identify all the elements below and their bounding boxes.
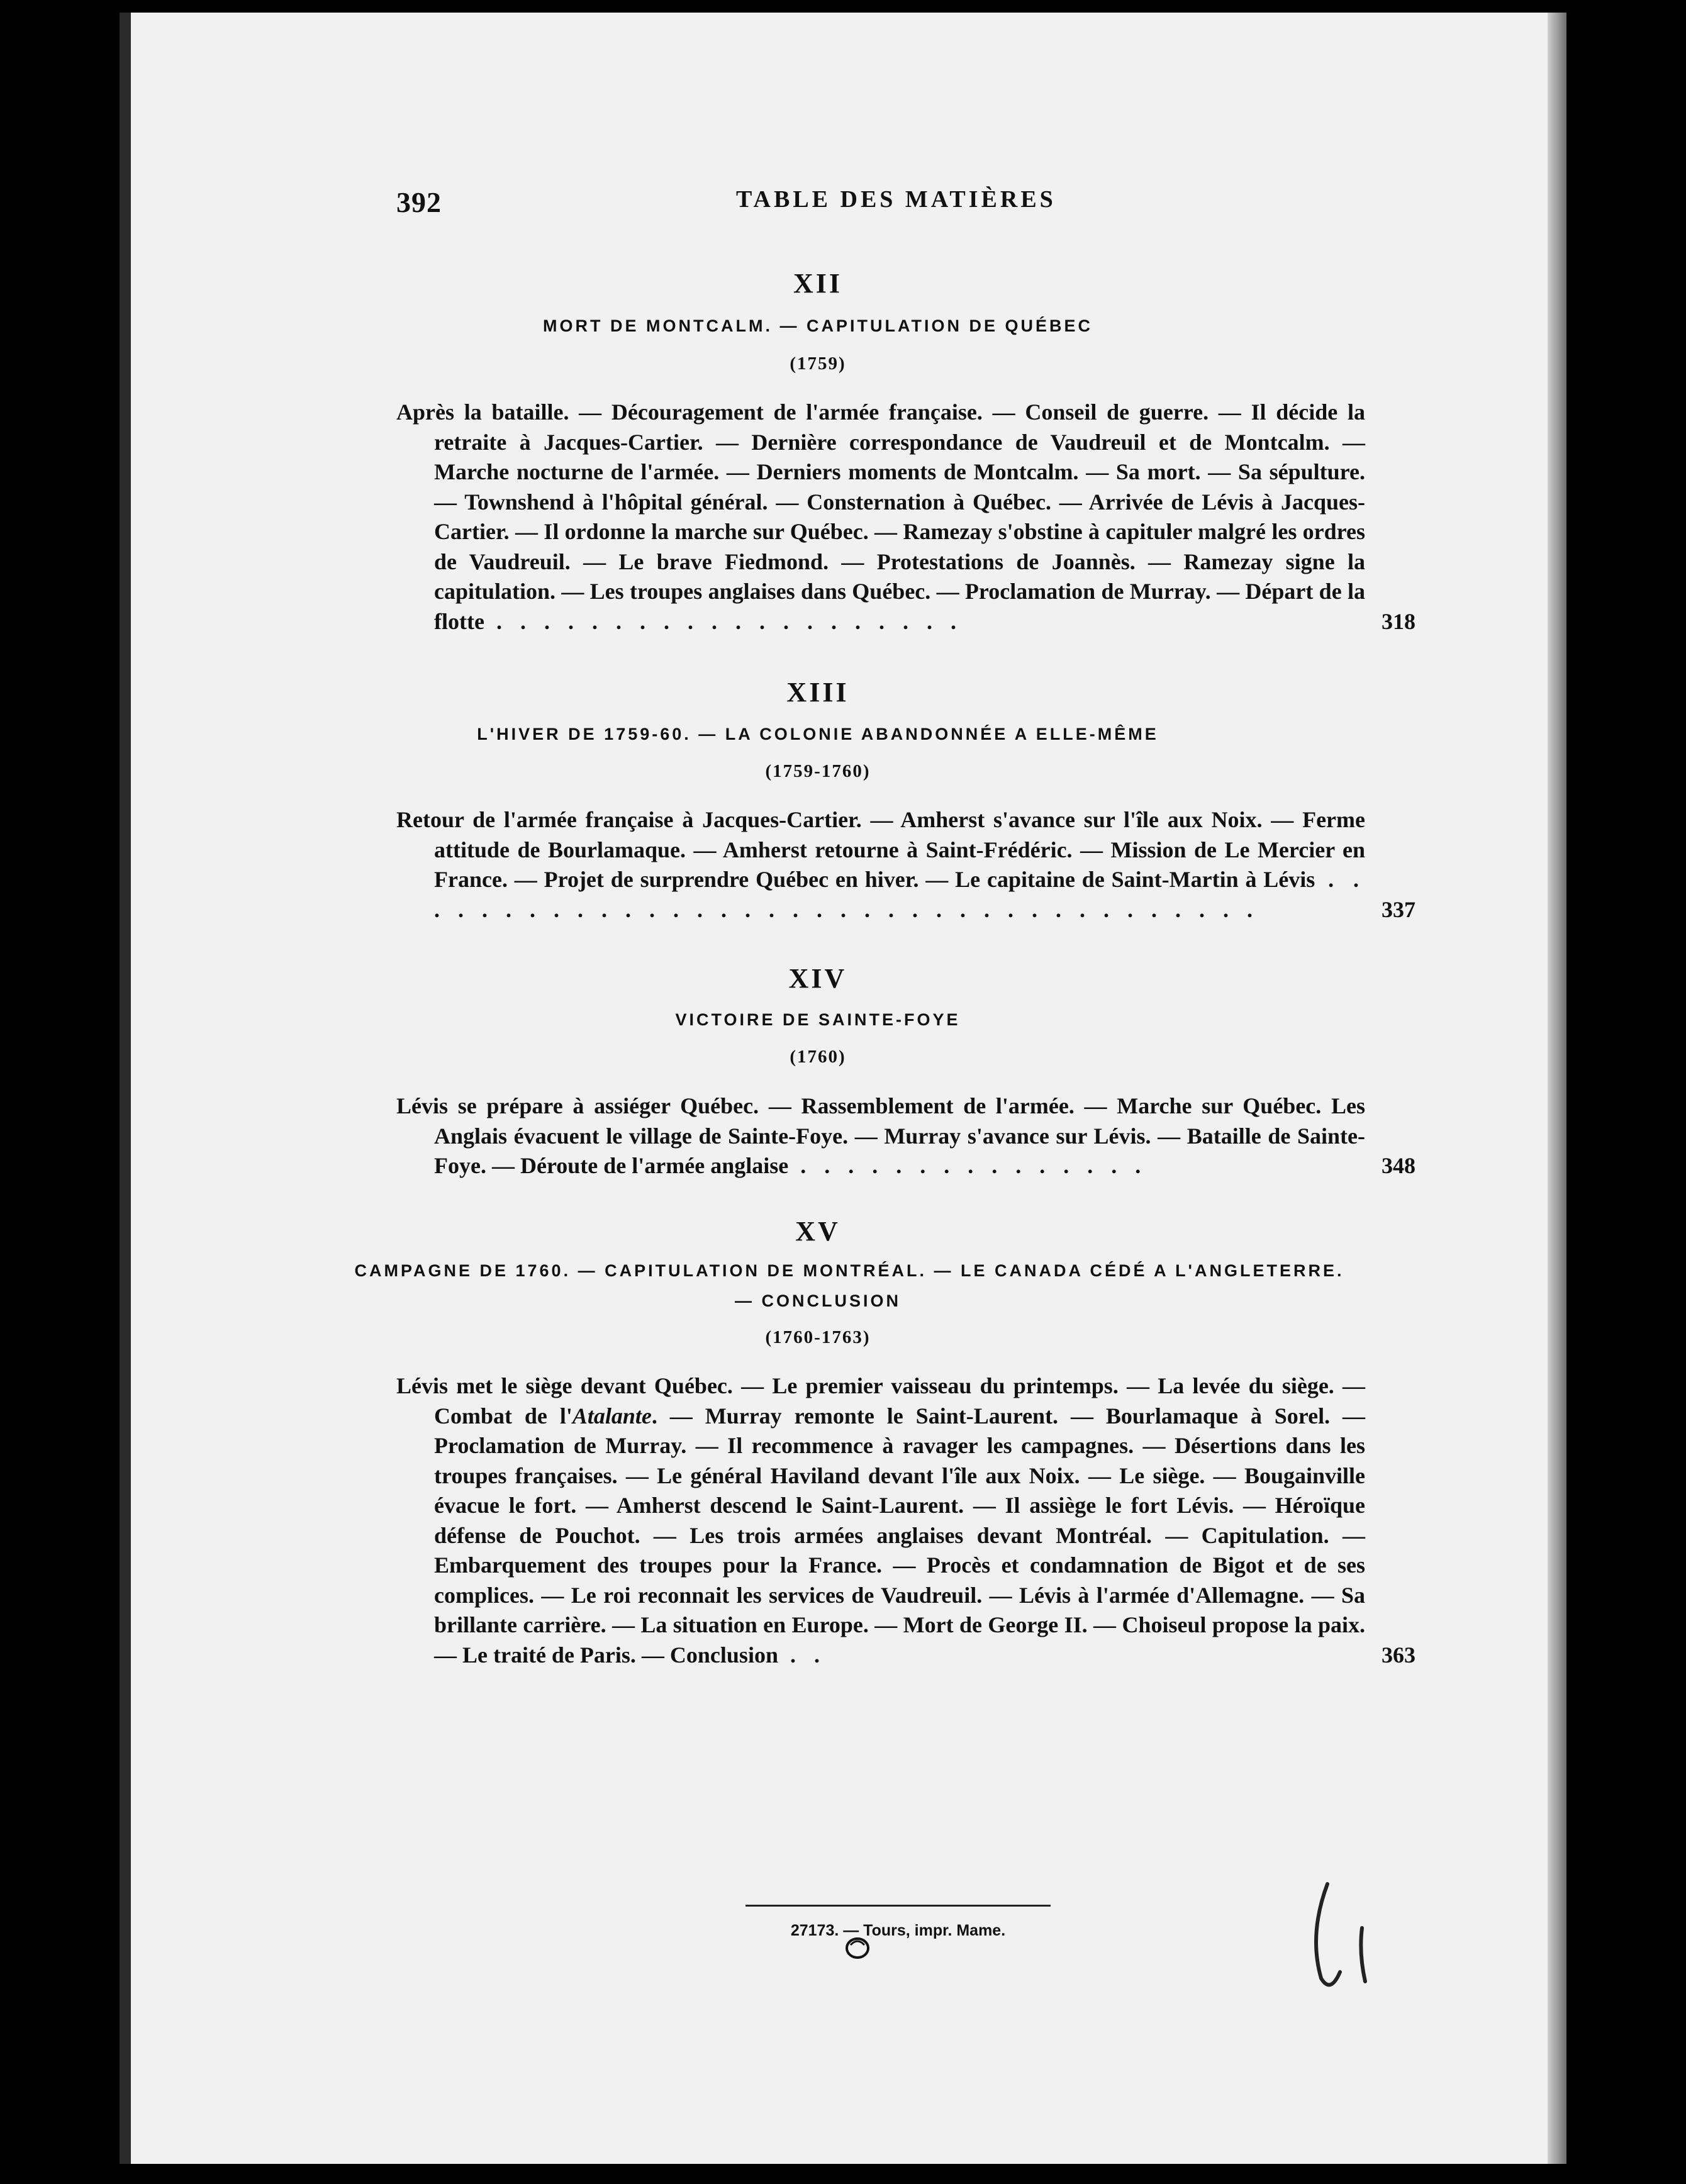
chapter-date: (1759-1760) xyxy=(765,761,871,781)
chapter-summary xyxy=(396,1371,1415,1670)
chapter-date: (1760-1763) xyxy=(765,1327,871,1347)
page-edge-shadow xyxy=(1548,13,1566,2164)
chapter-numeral: XIII xyxy=(786,677,849,708)
leader-dots: . . . . . . . . . . . . . . . . . . . . xyxy=(484,608,963,634)
summary-text: Après la bataille. — Découragement de l'armée française. — Conseil de guerre. — Il décide la retraite à Jacques-Cartier. — Dernière correspondance de Vaudreuil et de Montcalm. — Marche nocturne de l'armée. — Derniers moments de Montcalm. — Sa mort. — Sa sépulture. — Townshend à l'hôpital général. — Consternation à Québec. — Arrivée de Lévis à Jacques-Cartier. — Il ordonne la marche sur Québec. — Ramezay s'obstine à capituler malgré les ordres de Vaudreuil. — Le brave Fiedmond. — Protestations de Joannès. — Ramezay signe la capitulation. — Les troupes anglaises dans Québec. — Proclamation de Murray. — Départ de la flotte xyxy=(396,399,1365,634)
page-reference: 318 xyxy=(1382,608,1415,634)
printer-imprint: 27173. — Tours, impr. Mame. xyxy=(790,1922,1006,1939)
page-reference: 363 xyxy=(1382,1642,1415,1668)
chapter-summary xyxy=(396,398,1415,637)
summary-text: Lévis met le siège devant Québec. — Le premier vaisseau du printemps. — La levée du siège. — Combat de l' xyxy=(396,1373,1365,1429)
summary-text: Lévis se prépare à assiéger Québec. — Rassemblement de l'armée. — Marche sur Québec. Les Anglais évacuent le village de Sainte-Foye. — Murray s'avance sur Lévis. — Bataille de Sainte-Foye. — Déroute de l'armée anglaise xyxy=(396,1093,1365,1178)
chapter-date: (1760) xyxy=(790,1047,846,1067)
footer-rule xyxy=(745,1905,1051,1907)
running-title: TABLE DES MATIÈRES xyxy=(736,186,1056,213)
leader-dots: . . . . . . . . . . . . . . . . . . . . . . . . . . . . . . . . . . . . . xyxy=(434,867,1365,922)
chapter-title: CAMPAGNE DE 1760. — CAPITULATION DE MONTRÉAL. — LE CANADA CÉDÉ A L'ANGLETERRE. xyxy=(354,1261,1344,1280)
chapter-summary xyxy=(396,805,1415,925)
summary-text: Retour de l'armée française à Jacques-Cartier. — Amherst s'avance sur l'île aux Noix. — Ferme attitude de Bourlamaque. — Amherst retourne à Saint-Frédéric. — Mission de Le Mercier en France. — Projet de surprendre Québec en hiver. — Le capitaine de Saint-Martin à Lévis xyxy=(396,807,1365,892)
chapter-summary xyxy=(396,1091,1415,1181)
page-reference: 348 xyxy=(1382,1153,1415,1178)
library-stamp-mark xyxy=(842,1932,873,1964)
page-header xyxy=(396,186,1239,223)
page-number: 392 xyxy=(396,186,442,218)
chapter-numeral: XII xyxy=(793,268,843,299)
summary-text-continued: . — Murray remonte le Saint-Laurent. — Bourlamaque à Sorel. — Proclamation de Murray. — Il recommence à ravager les campagnes. — Désertions dans les troupes françaises. — Le général Haviland devant l'île aux Noix. — Le siège. — Bougainville évacue le fort. — Amherst descend le Saint-Laurent. — Il assiège le fort Lévis. — Héroïque défense de Pouchot. — Les trois armées anglaises devant Montréal. — Capitulation. — Embarquement des troupes pour la France. — Procès et condamnation de Bigot et de ses complices. — Le roi reconnait les services de Vaudreuil. — Lévis à l'armée d'Allemagne. — Sa brillante carrière. — La situation en Europe. — Mort de George II. — Choiseul propose la paix. — Le traité de Paris. — Conclusion xyxy=(434,1403,1365,1668)
handwritten-annotation xyxy=(1302,1878,1390,1997)
leader-dots: . . . . . . . . . . . . . . . xyxy=(788,1153,1147,1178)
chapter-numeral: XIV xyxy=(788,963,847,994)
chapter-numeral: XV xyxy=(795,1216,840,1247)
chapter-title: MORT DE MONTCALM. — CAPITULATION DE QUÉBEC xyxy=(543,316,1093,335)
leader-dots: . . xyxy=(778,1642,826,1668)
page-reference: 337 xyxy=(1382,896,1415,922)
chapter-title: VICTOIRE DE SAINTE-FOYE xyxy=(675,1010,961,1029)
page-gutter-shadow xyxy=(120,13,131,2164)
chapter-title: L'HIVER DE 1759-60. — LA COLONIE ABANDONNÉE A ELLE-MÊME xyxy=(477,725,1159,744)
chapter-date: (1759) xyxy=(790,354,846,374)
ship-name: Atalante xyxy=(572,1403,652,1429)
chapter-title-continued: — CONCLUSION xyxy=(735,1291,901,1310)
